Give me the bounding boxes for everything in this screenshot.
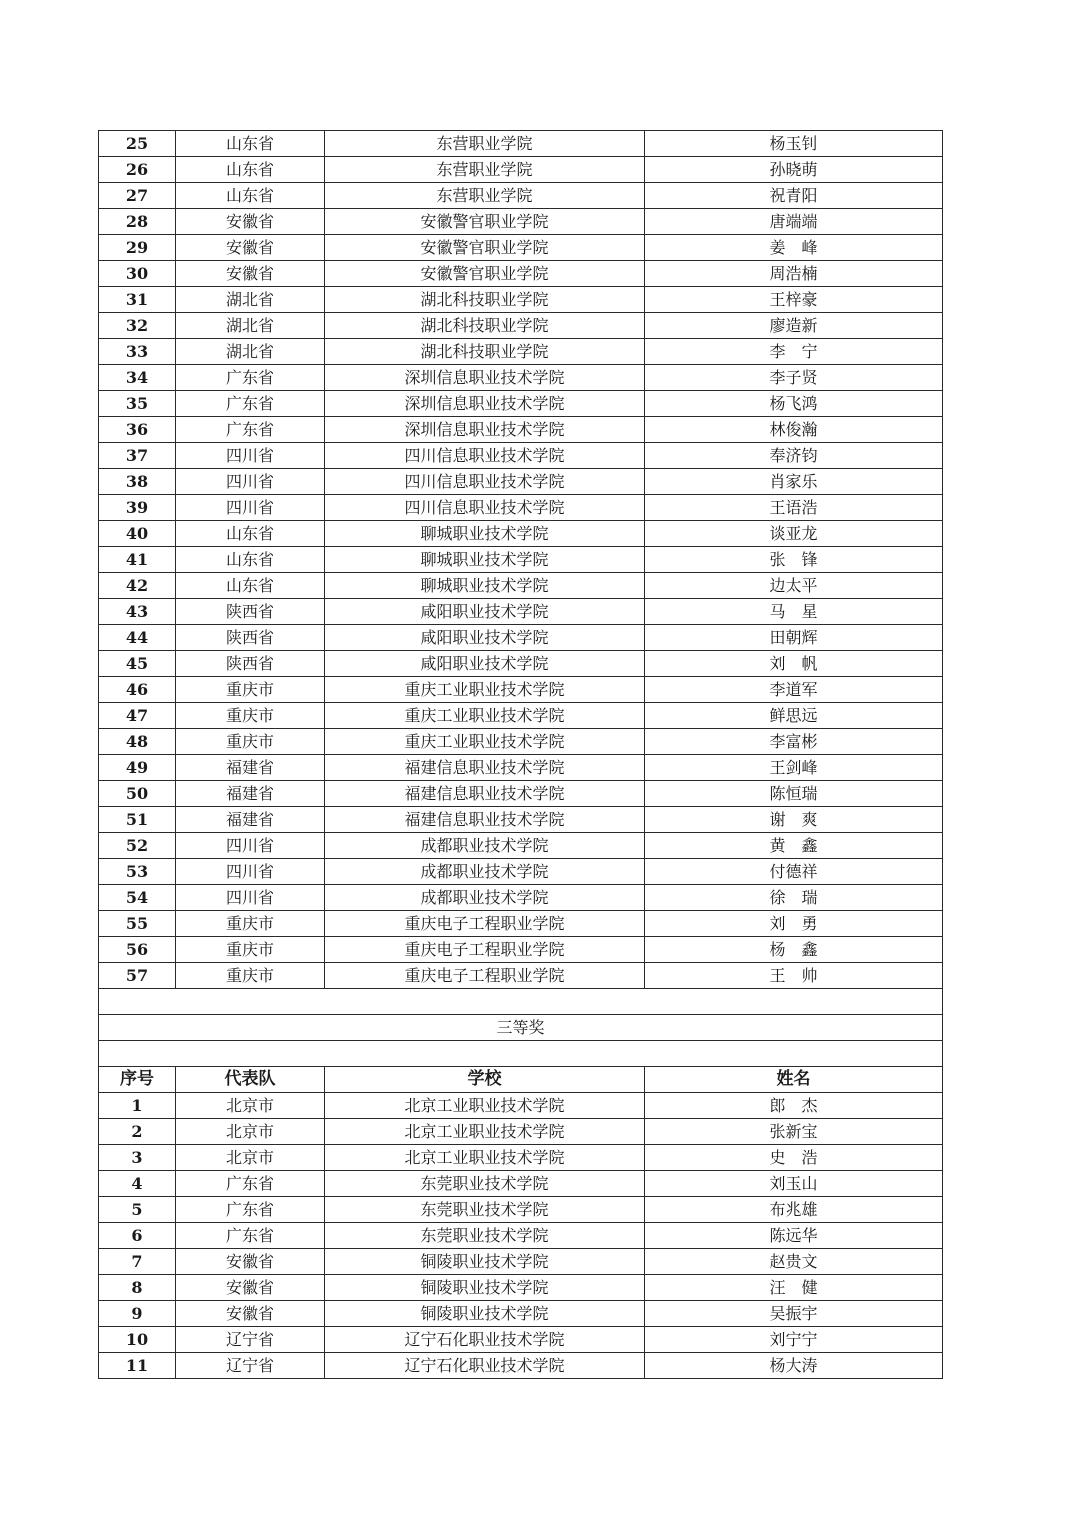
cell-team: 山东省 (176, 547, 325, 573)
cell-team: 四川省 (176, 469, 325, 495)
cell-name: 王剑峰 (645, 755, 943, 781)
cell-school: 福建信息职业技术学院 (325, 781, 645, 807)
section-title-row (99, 1015, 943, 1041)
cell-no: 57 (99, 963, 176, 989)
cell-no: 46 (99, 677, 176, 703)
cell-school: 辽宁石化职业技术学院 (325, 1353, 645, 1379)
cell-school: 重庆电子工程职业学院 (325, 937, 645, 963)
cell-school: 东营职业学院 (325, 157, 645, 183)
table-row (99, 1119, 943, 1145)
third-prize-section (99, 989, 943, 1093)
cell-no: 43 (99, 599, 176, 625)
header-team: 代表队 (176, 1067, 325, 1093)
cell-no: 26 (99, 157, 176, 183)
cell-no: 6 (99, 1223, 176, 1249)
cell-school: 成都职业技术学院 (325, 859, 645, 885)
cell-team: 四川省 (176, 885, 325, 911)
cell-no: 50 (99, 781, 176, 807)
header-school: 学校 (325, 1067, 645, 1093)
cell-team: 湖北省 (176, 287, 325, 313)
cell-school: 重庆工业职业技术学院 (325, 677, 645, 703)
cell-no: 4 (99, 1171, 176, 1197)
cell-team: 福建省 (176, 781, 325, 807)
cell-school: 铜陵职业技术学院 (325, 1275, 645, 1301)
cell-team: 安徽省 (176, 1275, 325, 1301)
cell-no: 45 (99, 651, 176, 677)
cell-school: 北京工业职业技术学院 (325, 1093, 645, 1119)
cell-team: 广东省 (176, 391, 325, 417)
table-row (99, 911, 943, 937)
cell-school: 安徽警官职业学院 (325, 235, 645, 261)
table-row (99, 651, 943, 677)
cell-school: 四川信息职业技术学院 (325, 443, 645, 469)
cell-school: 安徽警官职业学院 (325, 209, 645, 235)
cell-no: 7 (99, 1249, 176, 1275)
cell-school: 咸阳职业技术学院 (325, 625, 645, 651)
cell-team: 广东省 (176, 365, 325, 391)
cell-team: 安徽省 (176, 1249, 325, 1275)
table-row (99, 1171, 943, 1197)
table-row (99, 287, 943, 313)
table-row (99, 1197, 943, 1223)
table-row (99, 859, 943, 885)
table-row (99, 313, 943, 339)
cell-no: 55 (99, 911, 176, 937)
header-row (99, 1067, 943, 1093)
cell-name: 徐 瑞 (645, 885, 943, 911)
cell-school: 四川信息职业技术学院 (325, 495, 645, 521)
cell-team: 广东省 (176, 1171, 325, 1197)
cell-team: 山东省 (176, 131, 325, 157)
table-row (99, 157, 943, 183)
cell-name: 王语浩 (645, 495, 943, 521)
table-row (99, 1093, 943, 1119)
cell-school: 聊城职业技术学院 (325, 521, 645, 547)
table-row (99, 807, 943, 833)
cell-school: 湖北科技职业学院 (325, 287, 645, 313)
cell-no: 9 (99, 1301, 176, 1327)
cell-school: 四川信息职业技术学院 (325, 469, 645, 495)
cell-no: 27 (99, 183, 176, 209)
cell-name: 林俊瀚 (645, 417, 943, 443)
cell-team: 辽宁省 (176, 1353, 325, 1379)
cell-team: 福建省 (176, 755, 325, 781)
cell-name: 史 浩 (645, 1145, 943, 1171)
cell-name: 李富彬 (645, 729, 943, 755)
cell-no: 11 (99, 1353, 176, 1379)
cell-team: 重庆市 (176, 729, 325, 755)
cell-no: 2 (99, 1119, 176, 1145)
cell-school: 成都职业技术学院 (325, 885, 645, 911)
cell-school: 东莞职业技术学院 (325, 1171, 645, 1197)
table-row (99, 443, 943, 469)
table-row (99, 937, 943, 963)
blank-cell (99, 1041, 943, 1067)
cell-school: 北京工业职业技术学院 (325, 1119, 645, 1145)
cell-school: 安徽警官职业学院 (325, 261, 645, 287)
cell-no: 40 (99, 521, 176, 547)
table-row (99, 599, 943, 625)
table-row (99, 209, 943, 235)
table-row (99, 547, 943, 573)
cell-team: 陕西省 (176, 651, 325, 677)
blank-row (99, 1041, 943, 1067)
cell-name: 马 星 (645, 599, 943, 625)
cell-no: 41 (99, 547, 176, 573)
cell-team: 北京市 (176, 1145, 325, 1171)
cell-no: 5 (99, 1197, 176, 1223)
cell-no: 56 (99, 937, 176, 963)
cell-name: 奉济钧 (645, 443, 943, 469)
cell-school: 聊城职业技术学院 (325, 547, 645, 573)
cell-team: 安徽省 (176, 1301, 325, 1327)
cell-team: 重庆市 (176, 963, 325, 989)
cell-name: 杨大涛 (645, 1353, 943, 1379)
table-row (99, 495, 943, 521)
cell-name: 谈亚龙 (645, 521, 943, 547)
cell-team: 四川省 (176, 495, 325, 521)
cell-school: 聊城职业技术学院 (325, 573, 645, 599)
cell-team: 北京市 (176, 1093, 325, 1119)
cell-school: 辽宁石化职业技术学院 (325, 1327, 645, 1353)
cell-team: 重庆市 (176, 677, 325, 703)
cell-school: 深圳信息职业技术学院 (325, 391, 645, 417)
cell-no: 51 (99, 807, 176, 833)
second-prize-body (99, 131, 943, 989)
table-row (99, 391, 943, 417)
cell-no: 35 (99, 391, 176, 417)
cell-name: 边太平 (645, 573, 943, 599)
cell-team: 重庆市 (176, 911, 325, 937)
table-row (99, 1223, 943, 1249)
cell-name: 郎 杰 (645, 1093, 943, 1119)
cell-school: 铜陵职业技术学院 (325, 1301, 645, 1327)
table-row (99, 1145, 943, 1171)
cell-school: 东莞职业技术学院 (325, 1197, 645, 1223)
cell-name: 张新宝 (645, 1119, 943, 1145)
cell-school: 福建信息职业技术学院 (325, 807, 645, 833)
cell-school: 重庆工业职业技术学院 (325, 729, 645, 755)
cell-team: 陕西省 (176, 599, 325, 625)
third-prize-body (99, 1093, 943, 1379)
cell-name: 田朝辉 (645, 625, 943, 651)
cell-name: 杨 鑫 (645, 937, 943, 963)
cell-team: 四川省 (176, 859, 325, 885)
cell-school: 东营职业学院 (325, 183, 645, 209)
cell-name: 李子贤 (645, 365, 943, 391)
table-row (99, 339, 943, 365)
cell-name: 陈远华 (645, 1223, 943, 1249)
cell-name: 王梓豪 (645, 287, 943, 313)
cell-no: 31 (99, 287, 176, 313)
cell-team: 广东省 (176, 417, 325, 443)
cell-name: 刘玉山 (645, 1171, 943, 1197)
table-row (99, 469, 943, 495)
cell-school: 湖北科技职业学院 (325, 313, 645, 339)
table-row (99, 1353, 943, 1379)
cell-no: 25 (99, 131, 176, 157)
cell-name: 孙晓萌 (645, 157, 943, 183)
cell-team: 安徽省 (176, 235, 325, 261)
cell-team: 湖北省 (176, 313, 325, 339)
cell-name: 廖造新 (645, 313, 943, 339)
cell-no: 33 (99, 339, 176, 365)
blank-cell (99, 989, 943, 1015)
table-row (99, 365, 943, 391)
cell-team: 山东省 (176, 157, 325, 183)
cell-team: 辽宁省 (176, 1327, 325, 1353)
cell-team: 安徽省 (176, 261, 325, 287)
cell-team: 福建省 (176, 807, 325, 833)
table-row (99, 755, 943, 781)
cell-team: 湖北省 (176, 339, 325, 365)
cell-school: 咸阳职业技术学院 (325, 599, 645, 625)
cell-name: 周浩楠 (645, 261, 943, 287)
table-row (99, 573, 943, 599)
cell-school: 东莞职业技术学院 (325, 1223, 645, 1249)
table-row (99, 885, 943, 911)
cell-name: 布兆雄 (645, 1197, 943, 1223)
table-row (99, 833, 943, 859)
cell-team: 四川省 (176, 833, 325, 859)
cell-name: 黄 鑫 (645, 833, 943, 859)
cell-name: 杨飞鸿 (645, 391, 943, 417)
header-no: 序号 (99, 1067, 176, 1093)
cell-no: 34 (99, 365, 176, 391)
cell-no: 52 (99, 833, 176, 859)
cell-no: 28 (99, 209, 176, 235)
cell-school: 重庆工业职业技术学院 (325, 703, 645, 729)
table-row (99, 677, 943, 703)
cell-team: 重庆市 (176, 703, 325, 729)
cell-no: 47 (99, 703, 176, 729)
table-row (99, 963, 943, 989)
cell-team: 北京市 (176, 1119, 325, 1145)
cell-name: 王 帅 (645, 963, 943, 989)
cell-team: 山东省 (176, 183, 325, 209)
cell-name: 刘 勇 (645, 911, 943, 937)
table-row (99, 729, 943, 755)
cell-no: 54 (99, 885, 176, 911)
header-name: 姓名 (645, 1067, 943, 1093)
table-row (99, 625, 943, 651)
cell-school: 深圳信息职业技术学院 (325, 365, 645, 391)
cell-team: 安徽省 (176, 209, 325, 235)
cell-name: 赵贵文 (645, 1249, 943, 1275)
table-row (99, 417, 943, 443)
cell-school: 福建信息职业技术学院 (325, 755, 645, 781)
cell-name: 唐端端 (645, 209, 943, 235)
cell-name: 祝青阳 (645, 183, 943, 209)
cell-no: 36 (99, 417, 176, 443)
table-row (99, 781, 943, 807)
cell-team: 广东省 (176, 1223, 325, 1249)
cell-name: 吴振宇 (645, 1301, 943, 1327)
cell-no: 44 (99, 625, 176, 651)
cell-school: 东营职业学院 (325, 131, 645, 157)
table-row (99, 703, 943, 729)
cell-no: 3 (99, 1145, 176, 1171)
cell-school: 铜陵职业技术学院 (325, 1249, 645, 1275)
cell-no: 8 (99, 1275, 176, 1301)
table-row (99, 183, 943, 209)
cell-name: 姜 峰 (645, 235, 943, 261)
cell-name: 肖家乐 (645, 469, 943, 495)
cell-no: 10 (99, 1327, 176, 1353)
cell-team: 重庆市 (176, 937, 325, 963)
cell-name: 刘 帆 (645, 651, 943, 677)
table-row (99, 235, 943, 261)
cell-no: 32 (99, 313, 176, 339)
cell-name: 付德祥 (645, 859, 943, 885)
table-row (99, 1327, 943, 1353)
cell-name: 谢 爽 (645, 807, 943, 833)
third-prize-title: 三等奖 (99, 1015, 943, 1041)
table-row (99, 521, 943, 547)
cell-name: 刘宁宁 (645, 1327, 943, 1353)
cell-school: 成都职业技术学院 (325, 833, 645, 859)
cell-name: 张 锋 (645, 547, 943, 573)
cell-name: 鲜思远 (645, 703, 943, 729)
cell-school: 重庆电子工程职业学院 (325, 911, 645, 937)
cell-name: 杨玉钊 (645, 131, 943, 157)
cell-team: 四川省 (176, 443, 325, 469)
cell-no: 30 (99, 261, 176, 287)
table-row (99, 131, 943, 157)
cell-team: 广东省 (176, 1197, 325, 1223)
blank-row (99, 989, 943, 1015)
table-row (99, 261, 943, 287)
cell-no: 42 (99, 573, 176, 599)
cell-school: 咸阳职业技术学院 (325, 651, 645, 677)
cell-school: 北京工业职业技术学院 (325, 1145, 645, 1171)
cell-name: 陈恒瑞 (645, 781, 943, 807)
cell-school: 深圳信息职业技术学院 (325, 417, 645, 443)
table-row (99, 1275, 943, 1301)
cell-no: 29 (99, 235, 176, 261)
cell-school: 湖北科技职业学院 (325, 339, 645, 365)
award-table (98, 130, 943, 1379)
table-row (99, 1301, 943, 1327)
cell-name: 李道军 (645, 677, 943, 703)
cell-name: 李 宁 (645, 339, 943, 365)
cell-name: 汪 健 (645, 1275, 943, 1301)
cell-no: 38 (99, 469, 176, 495)
cell-team: 山东省 (176, 521, 325, 547)
cell-team: 陕西省 (176, 625, 325, 651)
cell-no: 37 (99, 443, 176, 469)
cell-no: 48 (99, 729, 176, 755)
cell-no: 53 (99, 859, 176, 885)
cell-no: 39 (99, 495, 176, 521)
cell-team: 山东省 (176, 573, 325, 599)
cell-school: 重庆电子工程职业学院 (325, 963, 645, 989)
cell-no: 1 (99, 1093, 176, 1119)
cell-no: 49 (99, 755, 176, 781)
table-row (99, 1249, 943, 1275)
